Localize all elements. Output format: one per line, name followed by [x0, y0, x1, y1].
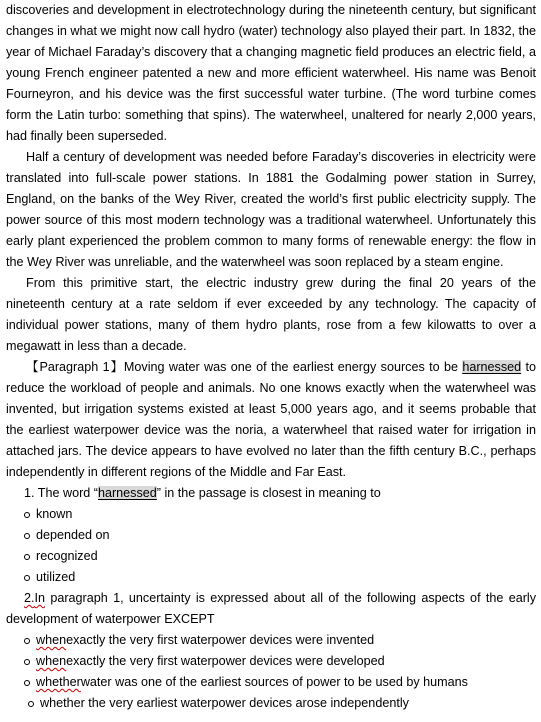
option-label: exactly the very first waterpower devices were developed: [66, 654, 385, 668]
radio-icon[interactable]: [24, 575, 30, 581]
question-1: [6, 483, 536, 504]
answer-option[interactable]: [6, 672, 536, 693]
paragraph: discoveries and development in electrotechnology during the nineteenth century, but significant changes in what we might now call hydro (water) technology also played their part. In 1832, the year of Michael Faraday’s discovery that a changing magnetic field produces an electric field, a young French engineer patented a new and more efficient waterwheel. His name was Benoit Fourneyron, and his device was the first successful water turbine. (The word turbine comes form the Latin turbo: something that spins). The waterwheel, unaltered for nearly 2,000 years, had finally been superseded.: [6, 3, 536, 143]
paragraph: From this primitive start, the electric industry grew during the final 20 years of the nineteenth century at a rate seldom if ever exceeded by any technology. The capacity of individual power stations, many of them hydro plants, rose from a few kilowatts to over a megawatt in less than a decade.: [6, 276, 536, 353]
question-2: [6, 588, 536, 630]
paragraph-text: to reduce the workload of people and animals. No one knows exactly when the waterwheel was invented, but irrigation systems existed at least 5,000 years ago, and it seems probable that the earliest waterpower device was the noria, a waterwheel that raised water for irrigation in attached jars. The device appears to have evolved no later than the fifth century B.C., perhaps independently in different regions of the Middle and Far East.: [6, 360, 536, 479]
option-label: depended on: [36, 528, 110, 542]
answer-option[interactable]: [6, 651, 536, 672]
radio-icon[interactable]: [24, 512, 30, 518]
option-label: recognized: [36, 549, 98, 563]
option-lead: when: [36, 633, 67, 647]
option-lead: when: [36, 654, 67, 668]
answer-option[interactable]: [6, 525, 536, 546]
paragraph-1: [6, 357, 536, 483]
radio-icon[interactable]: [24, 680, 30, 686]
radio-icon[interactable]: [24, 533, 30, 539]
paragraph-text: 【Paragraph 1】Moving water was one of the earliest energy sources to be: [26, 360, 463, 374]
question-text: ” in the passage is closest in meaning to: [156, 486, 381, 500]
paragraph: Half a century of development was needed before Faraday’s discoveries in electricity were translated into full-scale power stations. In 1881 the Godalming power station in Surrey, England, on the banks of the Wey River, created the world’s first public electricity supply. The power source of this most modern technology was a traditional waterwheel. Unfortunately this early plant experienced the problem common to many forms of renewable energy: the flow in the Wey River was unreliable, and the waterwheel was soon replaced by a steam engine.: [6, 150, 536, 269]
option-lead: whether: [36, 675, 81, 689]
option-label: water was one of the earliest sources of power to be used by humans: [80, 675, 468, 689]
answer-option[interactable]: [6, 504, 536, 525]
highlighted-word: harnessed: [97, 486, 157, 500]
answer-option[interactable]: [6, 546, 536, 567]
radio-icon[interactable]: [24, 638, 30, 644]
highlighted-word[interactable]: harnessed: [462, 360, 522, 374]
radio-icon[interactable]: [28, 701, 34, 707]
option-label: whether the very earliest waterpower devices arose independently: [40, 696, 409, 710]
question-text: paragraph 1, uncertainty is expressed about all of the following aspects of the early development of waterpower EXCEPT: [6, 591, 536, 626]
answer-option[interactable]: [6, 693, 536, 714]
question-text: 1. The word “: [24, 486, 98, 500]
option-label: exactly the very first waterpower devices were invented: [66, 633, 375, 647]
question-number: 2.: [24, 591, 35, 605]
option-label: utilized: [36, 570, 76, 584]
answer-option[interactable]: [6, 567, 536, 588]
radio-icon[interactable]: [24, 554, 30, 560]
question-text: In: [34, 591, 46, 605]
option-label: known: [36, 507, 73, 521]
answer-option[interactable]: [6, 630, 536, 651]
radio-icon[interactable]: [24, 659, 30, 665]
